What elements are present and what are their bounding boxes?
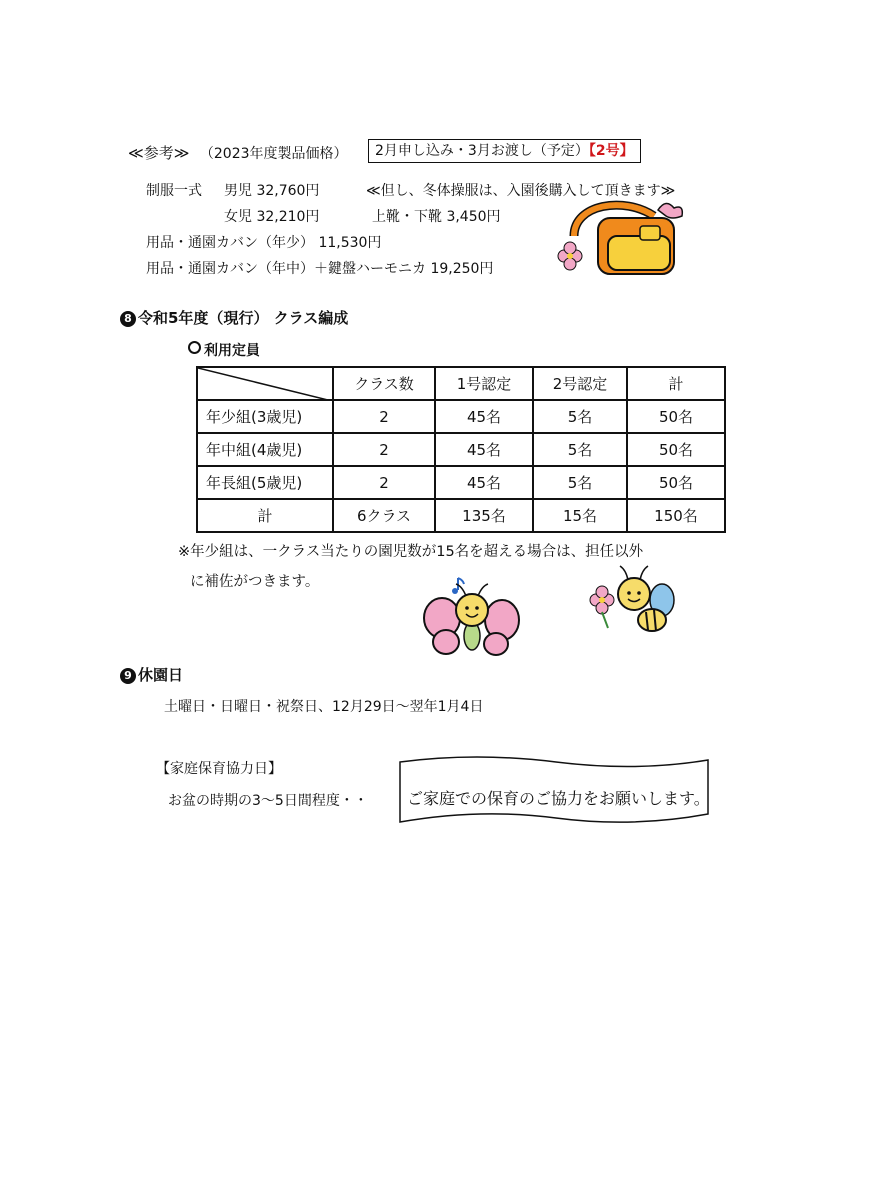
butterfly-icon xyxy=(422,574,522,658)
section-8-title: 令和5年度（現行） クラス編成 xyxy=(138,309,349,327)
row-label: 年中組(4歳児) xyxy=(197,433,333,466)
table-total-row xyxy=(197,499,725,532)
note-line-1: ※年少組は、一クラス当たりの園児数が15名を超える場合は、担任以外 xyxy=(178,544,644,560)
cell-type2: 5名 xyxy=(533,400,627,433)
bag-nenchu-price: 用品・通園カバン（年中）＋鍵盤ハーモニカ 19,250円 xyxy=(146,261,494,277)
school-bag-icon xyxy=(554,196,686,282)
section-8-heading xyxy=(120,307,348,328)
table-row xyxy=(197,433,725,466)
header-type2: 2号認定 xyxy=(533,367,627,400)
cell-type1: 45名 xyxy=(435,466,533,499)
shoes-price: 上靴・下靴 3,450円 xyxy=(372,209,501,225)
cell-total: 50名 xyxy=(627,400,725,433)
capacity-table xyxy=(196,366,726,533)
section-9-heading xyxy=(120,664,183,685)
family-day-period: お盆の時期の3～5日間程度・・ xyxy=(168,793,368,809)
cell-type2: 5名 xyxy=(533,466,627,499)
uniform-label: 制服一式 xyxy=(146,183,202,199)
table-header-row xyxy=(197,367,725,400)
boys-price: 男児 32,760円 xyxy=(224,183,320,199)
header-type1: 1号認定 xyxy=(435,367,533,400)
section-9-number: 9 xyxy=(120,668,136,684)
music-note-icon xyxy=(452,578,464,594)
bag-nensho-price: 用品・通園カバン（年少） 11,530円 xyxy=(146,235,382,251)
winter-uniform-notice: ≪但し、冬体操服は、入園後購入して頂きます≫ xyxy=(366,183,676,199)
table-corner-cell xyxy=(197,367,333,400)
cell-class-count: 2 xyxy=(333,433,435,466)
reference-line xyxy=(128,142,348,163)
cell-type1: 135名 xyxy=(435,499,533,532)
ring-bullet-icon xyxy=(188,341,201,354)
table-row xyxy=(197,400,725,433)
table-row xyxy=(197,466,725,499)
cell-total: 50名 xyxy=(627,433,725,466)
order-schedule-box xyxy=(368,139,641,163)
row-label: 計 xyxy=(197,499,333,532)
capacity-subtitle xyxy=(188,340,260,360)
cell-type1: 45名 xyxy=(435,433,533,466)
capacity-subtitle-text: 利用定員 xyxy=(204,343,260,359)
cell-total: 50名 xyxy=(627,466,725,499)
cell-total: 150名 xyxy=(627,499,725,532)
reference-label: ≪参考≫ xyxy=(128,144,190,162)
cell-class-count: 2 xyxy=(333,466,435,499)
header-class-count: クラス数 xyxy=(333,367,435,400)
cell-type1: 45名 xyxy=(435,400,533,433)
cell-class-count: 2 xyxy=(333,400,435,433)
bee-icon xyxy=(586,560,682,640)
flower-icon xyxy=(558,242,582,270)
cell-type2: 15名 xyxy=(533,499,627,532)
holidays-text: 土曜日・日曜日・祝祭日、12月29日～翌年1月4日 xyxy=(164,699,484,715)
cell-class-count: 6クラス xyxy=(333,499,435,532)
price-note: （2023年度製品価格） xyxy=(199,146,348,162)
row-label: 年少組(3歳児) xyxy=(197,400,333,433)
note-line-2: に補佐がつきます。 xyxy=(190,574,320,590)
cell-type2: 5名 xyxy=(533,433,627,466)
section-9-title: 休園日 xyxy=(138,666,184,684)
family-day-title: 【家庭保育協力日】 xyxy=(156,761,282,777)
section-8-number: 8 xyxy=(120,311,136,327)
banner-text: ご家庭での保育のご協力をお願いします。 xyxy=(407,789,710,808)
order-schedule-text: 2月申し込み・3月お渡し（予定） xyxy=(375,143,589,159)
girls-price: 女児 32,210円 xyxy=(224,209,320,225)
header-total: 計 xyxy=(627,367,725,400)
row-label: 年長組(5歳児) xyxy=(197,466,333,499)
order-schedule-highlight: 【2号】 xyxy=(588,143,634,159)
flower-icon xyxy=(590,586,614,628)
